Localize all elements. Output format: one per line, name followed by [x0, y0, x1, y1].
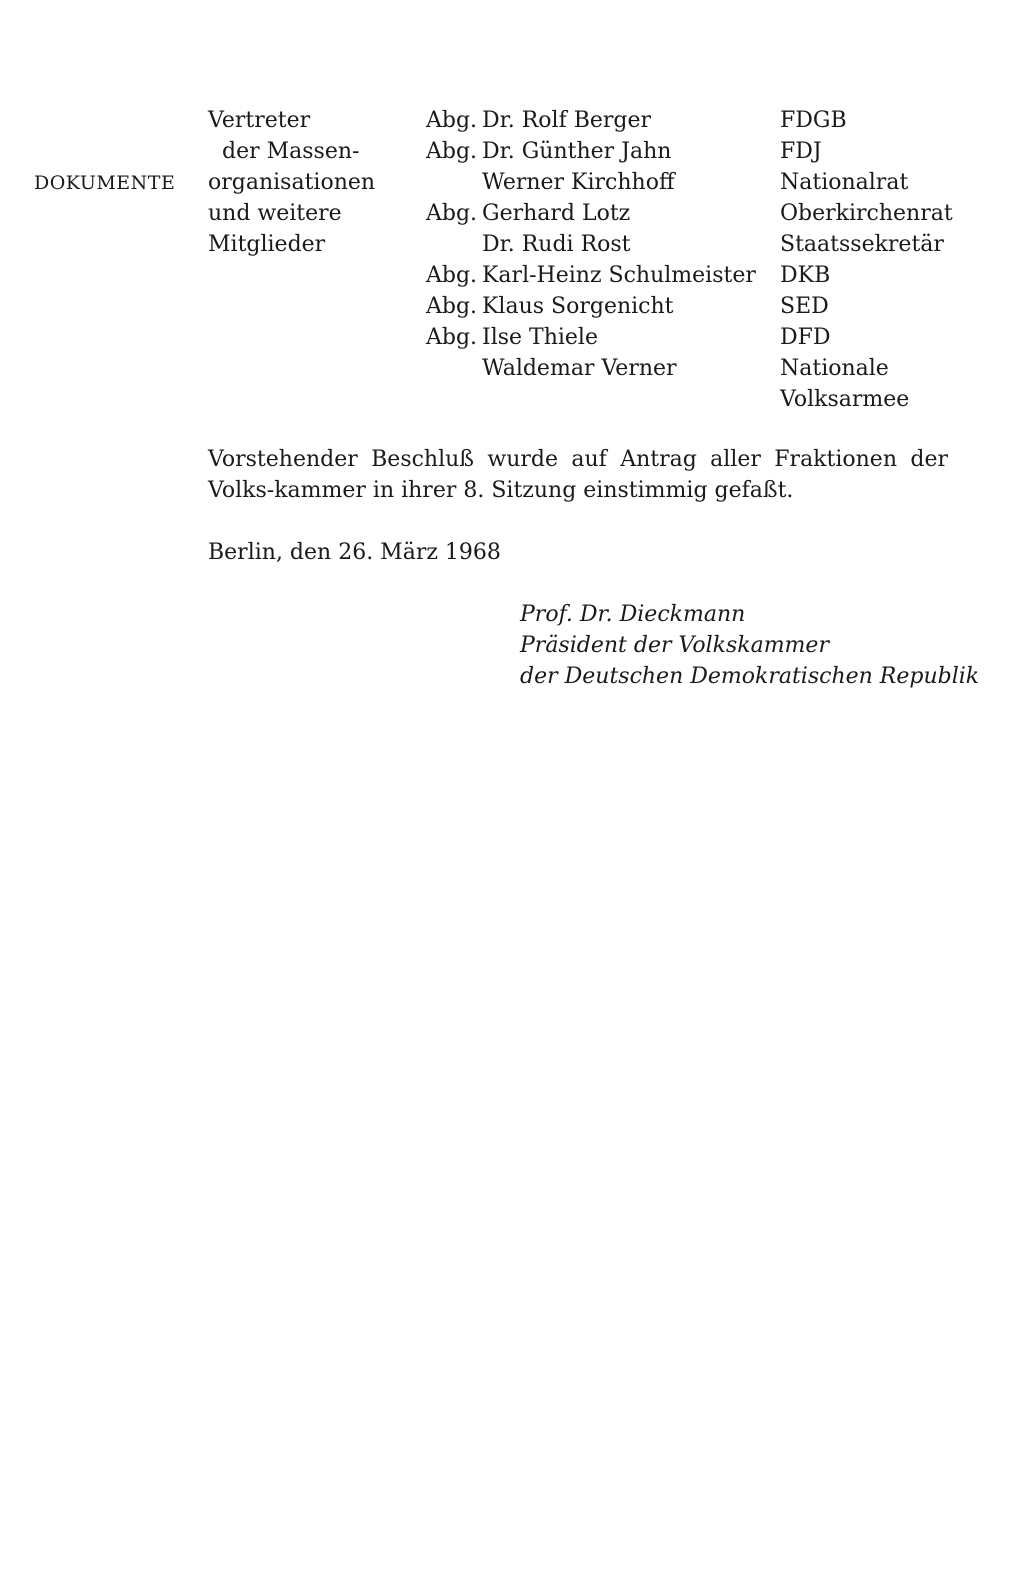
member-name: Klaus Sorgenicht [482, 294, 674, 319]
member-organization: Nationale [780, 356, 889, 381]
group-label-line: der Massen- [222, 139, 360, 164]
member-name: Ilse Thiele [482, 325, 598, 350]
member-title: Abg. [426, 139, 478, 164]
member-title [426, 167, 482, 198]
member-row [426, 105, 756, 136]
member-title [426, 229, 482, 260]
group-label-line: und weitere [208, 201, 342, 226]
place-date: Berlin, den 26. März 1968 [208, 540, 501, 565]
member-row [426, 291, 756, 322]
member-row [426, 322, 756, 353]
member-title: Abg. [426, 201, 478, 226]
member-organization: SED [780, 294, 829, 319]
member-row [426, 353, 756, 384]
member-organization: Staatssekretär [780, 232, 944, 257]
member-row [426, 229, 756, 260]
member-organization: Oberkirchenrat [780, 201, 953, 226]
member-row [426, 167, 756, 198]
organization-list [780, 105, 953, 415]
resolution-paragraph: Vorstehender Beschluß wurde auf Antrag aller Fraktionen der Volks-kammer in ihrer 8. Sitzung einstimmig gefaßt. [208, 447, 948, 503]
signatory-institution: der Deutschen Demokratischen Republik [520, 664, 980, 689]
signature-block [520, 599, 979, 692]
member-title: Abg. [426, 108, 478, 133]
member-row [426, 260, 756, 291]
member-title [426, 353, 482, 384]
member-organization-continuation: Volksarmee [780, 387, 910, 412]
member-name: Dr. Günther Jahn [482, 139, 672, 164]
member-row [426, 136, 756, 167]
signatory-role: Präsident der Volkskammer [520, 633, 829, 658]
member-name: Gerhard Lotz [482, 201, 631, 226]
group-label [208, 105, 375, 260]
member-name: Dr. Rudi Rost [482, 232, 631, 257]
member-list [426, 105, 756, 384]
member-title: Abg. [426, 263, 478, 288]
group-label-line: Mitglieder [208, 232, 326, 257]
member-organization: DFD [780, 325, 831, 350]
member-name: Werner Kirchhoff [482, 170, 675, 195]
member-organization: DKB [780, 263, 831, 288]
member-row [426, 198, 756, 229]
member-organization: FDGB [780, 108, 847, 133]
group-label-line: Vertreter [208, 108, 311, 133]
member-title: Abg. [426, 325, 478, 350]
signatory-name: Prof. Dr. Dieckmann [520, 602, 746, 627]
member-organization: Nationalrat [780, 170, 909, 195]
member-organization: FDJ [780, 139, 822, 164]
section-label: DOKUMENTE [34, 172, 176, 194]
member-name: Karl-Heinz Schulmeister [482, 263, 756, 288]
member-title: Abg. [426, 294, 478, 319]
member-name: Waldemar Verner [482, 356, 677, 381]
group-label-line: organisationen [208, 170, 376, 195]
member-name: Dr. Rolf Berger [482, 108, 652, 133]
